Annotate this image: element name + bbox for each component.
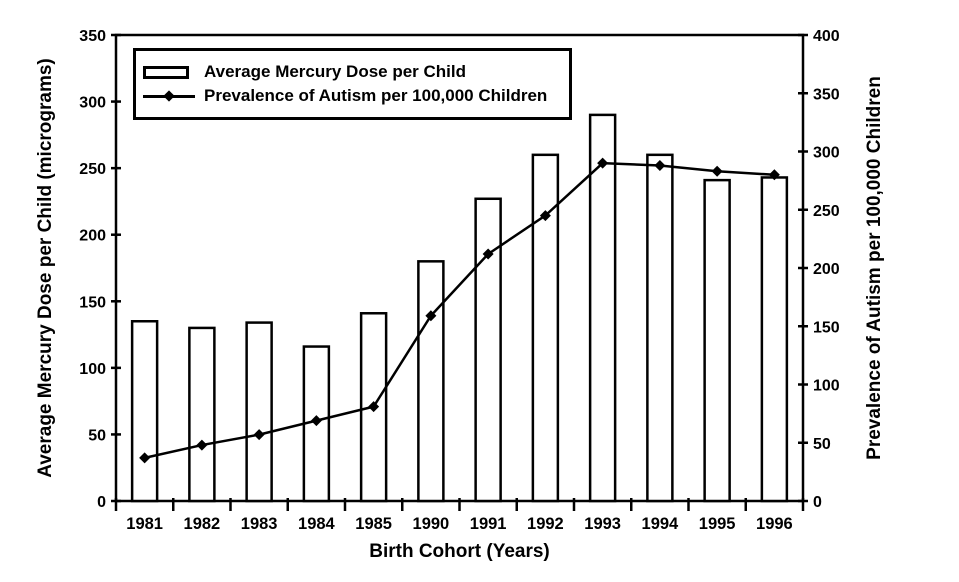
x-tick-label-1991: 1991	[469, 515, 507, 533]
y-right-tick-label: 400	[813, 28, 840, 45]
bar-1995	[705, 180, 730, 501]
x-tick-label-1995: 1995	[698, 515, 736, 533]
x-tick-label-1984: 1984	[298, 515, 335, 533]
x-tick-label-1993: 1993	[584, 515, 621, 533]
y-right-tick-label: 50	[813, 435, 831, 453]
y-left-tick-label: 100	[79, 360, 106, 378]
autism-marker-1995	[712, 166, 723, 177]
legend	[133, 48, 572, 120]
autism-prevalence-line	[145, 163, 775, 458]
legend-label-autism: Prevalence of Autism per 100,000 Children	[204, 86, 548, 105]
x-tick-label-1992: 1992	[527, 515, 564, 533]
bar-1994	[647, 155, 672, 501]
x-tick-label-1985: 1985	[355, 515, 392, 533]
bar-1996	[762, 177, 787, 501]
y-right-tick-label: 0	[813, 494, 822, 511]
x-tick-label-1982: 1982	[183, 515, 221, 533]
y-right-tick-label: 350	[813, 86, 840, 104]
y-right-tick-label: 200	[813, 261, 840, 278]
bar-1982	[189, 328, 214, 501]
x-tick-label-1990: 1990	[412, 515, 450, 533]
bar-1991	[476, 199, 501, 501]
line-swatch-wrap	[143, 95, 195, 98]
y-left-tick-label: 300	[79, 94, 106, 112]
x-tick-label-1983: 1983	[240, 515, 278, 533]
bar-1990	[418, 261, 443, 501]
y-left-tick-label: 200	[79, 227, 106, 245]
legend-item-mercury	[143, 60, 569, 84]
line-swatch-icon	[143, 95, 195, 98]
y-left-tick-label: 50	[88, 427, 106, 445]
legend-label-mercury: Average Mercury Dose per Child	[204, 62, 467, 81]
y-left-tick-label: 350	[79, 28, 106, 45]
right-axis-title: Prevalence of Autism per 100,000 Children	[864, 76, 885, 460]
bar-swatch-wrap	[143, 66, 195, 79]
y-right-tick-label: 250	[813, 202, 840, 220]
y-left-tick-label: 250	[79, 161, 106, 179]
x-axis-title: Birth Cohort (Years)	[369, 541, 550, 562]
y-right-tick-label: 300	[813, 144, 840, 162]
bar-1983	[247, 323, 272, 501]
y-right-tick-label: 100	[813, 377, 840, 395]
bar-1981	[132, 321, 157, 501]
y-left-tick-label: 150	[79, 294, 106, 312]
x-tick-label-1994: 1994	[641, 515, 679, 533]
y-left-tick-label: 0	[97, 494, 106, 511]
x-tick-label-1996: 1996	[756, 515, 793, 533]
x-tick-label-1981: 1981	[126, 515, 163, 533]
legend-item-autism	[143, 84, 569, 108]
y-right-tick-label: 150	[813, 319, 840, 337]
left-axis-title: Average Mercury Dose per Child (micrograms)	[35, 58, 56, 478]
diamond-marker-icon	[163, 90, 174, 101]
bar-swatch-icon	[143, 66, 189, 79]
